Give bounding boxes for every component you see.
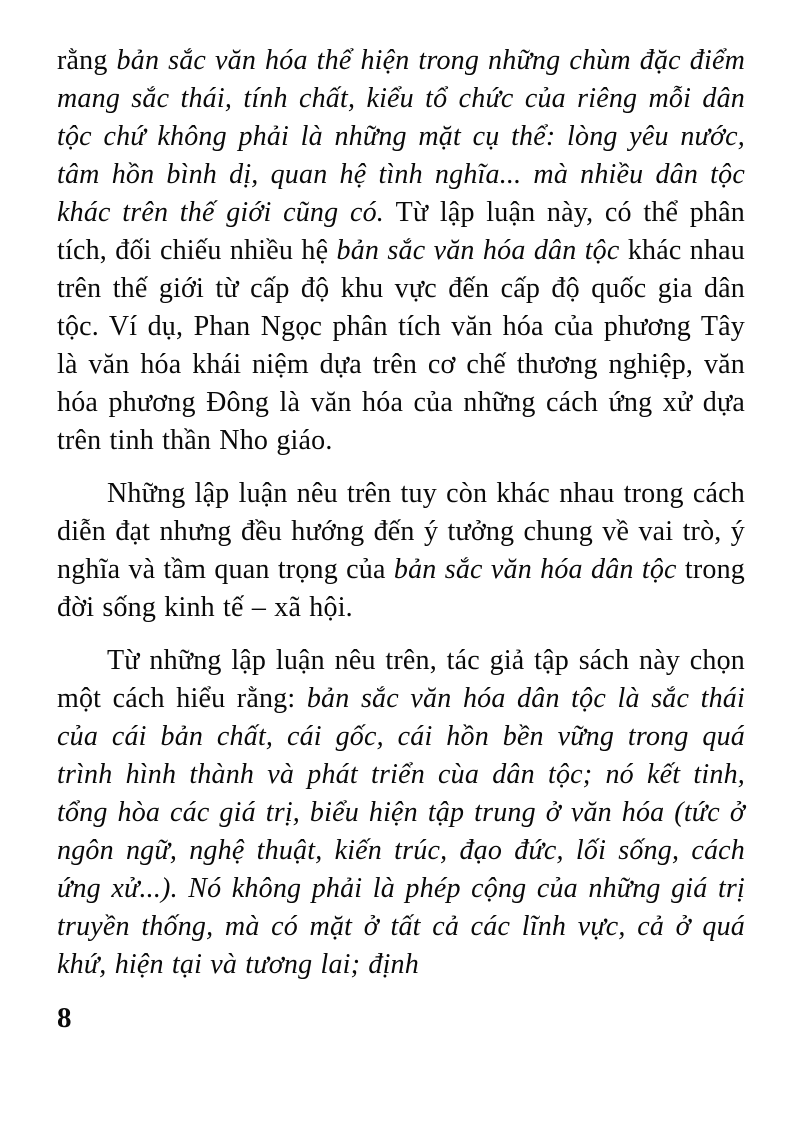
text-segment: Những lập luận nêu trên tuy còn khác nhau trong cách diễn đạt nhưng đều hướng đến ý tưởng chung về vai trò, ý nghĩa và tầm quan trọng của	[57, 478, 745, 585]
text-segment: bản sắc văn hóa dân tộc	[393, 554, 685, 585]
text-segment: khác nhau trên thế giới từ cấp độ khu vực đến cấp độ quốc gia dân tộc. Ví dụ, Phan Ngọc phân tích văn hóa của phương Tây là văn hóa khái niệm dựa trên cơ chế thương nghiệp, văn hóa phương Đông là văn hóa của những cách ứng xử dựa trên tinh thần Nho giáo.	[57, 235, 745, 456]
paragraph	[57, 42, 745, 460]
text-segment: trong đời sống kinh tế – xã hội.	[57, 554, 746, 623]
text-segment: bản sắc văn hóa dân tộc	[336, 235, 628, 266]
paragraph	[57, 642, 745, 984]
text-segment: bản sắc văn hóa dân tộc là sắc thái của cái bản chất, cái gốc, cái hồn bền vững trong quá trình hình thành và phát triển cùa dân tộc; nó kết tinh, tổng hòa các giá trị, biểu hiện tập trung ở văn hóa (tức ở ngôn ngữ, nghệ thuật, kiến trúc, đạo đức, lối sống, cách ứng xử...). Nó không phải là phép cộng của những giá trị truyền thống, mà có mặt ở tất cả các lĩnh vực, cả ở quá khứ, hiện tại và tương lai; định	[57, 683, 745, 980]
text-segment: rằng	[57, 45, 117, 76]
text-segment: bản sắc văn hóa thể hiện trong những chùm đặc điểm mang sắc thái, tính chất, kiểu tổ chức của riêng mỗi dân tộc chứ không phải là những mặt cụ thể: lòng yêu nước, tâm hồn bình dị, quan hệ tình nghĩa... mà nhiều dân tộc khác trên thế giới cũng có.	[57, 45, 745, 228]
text-segment: Từ những lập luận nêu trên, tác giả tập sách này chọn một cách hiểu rằng:	[57, 645, 745, 714]
text-segment: Từ lập luận này, có thể phân tích, đối chiếu nhiều hệ	[57, 197, 745, 266]
text-block	[57, 42, 745, 984]
page-number: 8	[57, 1002, 72, 1034]
paragraph	[57, 475, 745, 627]
